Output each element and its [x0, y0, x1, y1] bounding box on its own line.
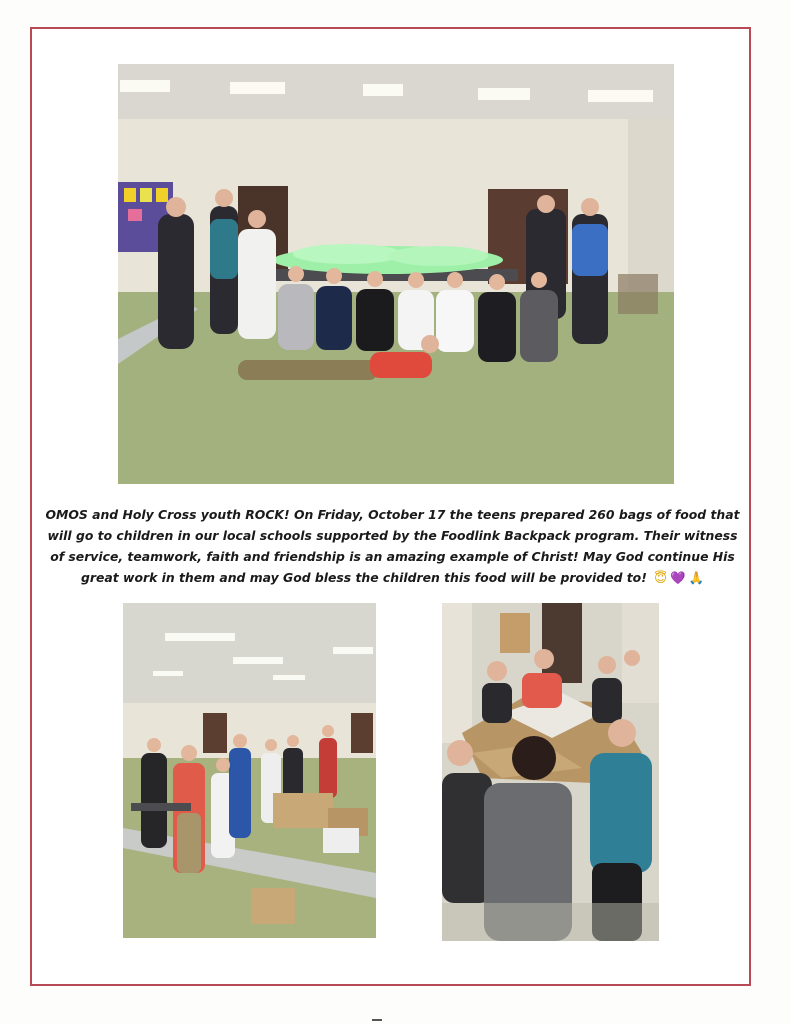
packing-photo-right-image [442, 603, 659, 941]
group-photo-image [118, 64, 674, 484]
group-photo [118, 64, 674, 484]
flyer-frame [30, 27, 751, 986]
folded-hands-icon: 🙏 [688, 570, 704, 585]
packing-photo-left-image [123, 603, 376, 938]
page-mark [372, 1019, 382, 1021]
flyer-caption [44, 504, 741, 588]
smiling-face-with-halo-icon: 😇 [654, 570, 668, 585]
packing-photo-left [123, 603, 376, 938]
purple-heart-icon: 💜 [670, 570, 686, 585]
packing-photo-right [442, 603, 659, 941]
caption-text: OMOS and Holy Cross youth ROCK! On Friday, October 17 the teens prepared 260 bags of food that will go to children in our local schools supported by the Foodlink Backpack program. Their witness of service, teamwork, faith and friendship is an amazing example of Christ! May God continue His great work in them and may God bless the children this food will be provided to! [45, 507, 740, 585]
